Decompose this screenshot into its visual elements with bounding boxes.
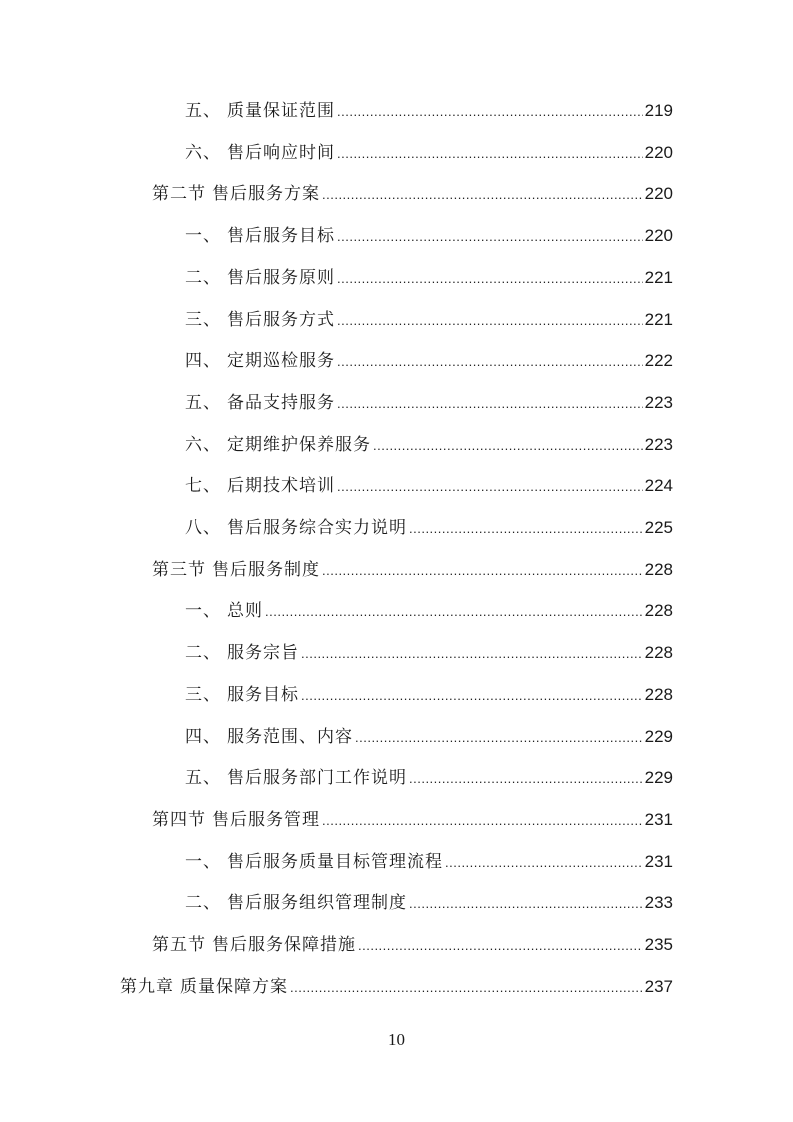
toc-entry-page: 229 xyxy=(644,726,673,746)
dot-leader xyxy=(337,390,643,418)
toc-entry[interactable] xyxy=(152,556,673,584)
dot-leader xyxy=(337,223,643,251)
toc-entry[interactable] xyxy=(185,264,673,292)
toc-entry[interactable] xyxy=(152,180,673,208)
toc-entry-text: 定期巡检服务 xyxy=(227,351,335,372)
toc-entry-title xyxy=(152,931,356,959)
toc-entry-page: 235 xyxy=(644,935,673,954)
toc-entry-text: 售后响应时间 xyxy=(227,142,335,163)
toc-entry-prefix: 四、 xyxy=(185,351,221,372)
toc-entry-page: 220 xyxy=(644,142,673,162)
toc-entry-title xyxy=(152,180,320,208)
toc-entry-text: 质量保证范围 xyxy=(227,101,335,121)
toc-entry-title xyxy=(185,222,335,250)
toc-entry-prefix: 二、 xyxy=(185,267,221,288)
toc-entry-title xyxy=(185,347,335,375)
toc-entry-text: 总则 xyxy=(227,601,263,622)
toc-entry-text: 售后服务保障措施 xyxy=(212,935,356,955)
toc-entry-text: 定期维护保养服务 xyxy=(227,434,371,455)
toc-entry-text: 售后服务组织管理制度 xyxy=(227,893,407,914)
toc-entry-title xyxy=(185,889,407,917)
toc-entry-text: 服务宗旨 xyxy=(227,643,299,664)
toc-entry-prefix: 第九章 xyxy=(120,976,174,997)
toc-entry[interactable] xyxy=(185,639,673,667)
toc-entry[interactable] xyxy=(185,681,673,709)
toc-entry-prefix: 四、 xyxy=(185,726,221,747)
dot-leader xyxy=(265,598,643,626)
dot-leader xyxy=(337,307,643,335)
toc-entry-title xyxy=(185,514,407,542)
toc-entry-prefix: 二、 xyxy=(185,893,221,914)
toc-entry-prefix: 第五节 xyxy=(152,935,206,955)
dot-leader xyxy=(373,432,643,460)
toc-entry[interactable] xyxy=(185,222,673,250)
toc-entry-title xyxy=(120,973,288,1001)
toc-entry[interactable] xyxy=(185,764,673,792)
toc-entry-prefix: 第三节 xyxy=(152,559,206,580)
toc-entry[interactable] xyxy=(185,306,673,334)
toc-entry-prefix: 一、 xyxy=(185,851,221,872)
toc-entry[interactable] xyxy=(185,97,673,125)
toc-entry-prefix: 八、 xyxy=(185,518,221,538)
dot-leader xyxy=(409,515,643,543)
toc-entry[interactable] xyxy=(185,597,673,625)
toc-entry-prefix: 三、 xyxy=(185,684,221,705)
toc-entry-title xyxy=(185,264,335,292)
toc-entry-page: 222 xyxy=(644,351,673,371)
toc-entry-title xyxy=(185,97,335,125)
toc-entry-text: 售后服务方式 xyxy=(227,309,335,330)
dot-leader xyxy=(337,98,643,126)
toc-entry-title xyxy=(152,806,320,834)
toc-entry-text: 售后服务管理 xyxy=(212,809,320,830)
toc-entry[interactable] xyxy=(120,973,673,1001)
dot-leader xyxy=(409,765,643,793)
toc-entry[interactable] xyxy=(185,389,673,417)
toc-entry-title xyxy=(185,848,443,876)
toc-entry-text: 售后服务方案 xyxy=(212,184,320,205)
toc-entry-prefix: 六、 xyxy=(185,142,221,163)
toc-entry-text: 服务目标 xyxy=(227,684,299,705)
dot-leader xyxy=(322,181,643,209)
toc-entry-page: 220 xyxy=(644,184,673,204)
toc-entry-page: 220 xyxy=(644,226,673,246)
dot-leader xyxy=(358,932,643,960)
toc-entry[interactable] xyxy=(185,514,673,542)
toc-entry-text: 服务范围、内容 xyxy=(227,726,353,747)
dot-leader xyxy=(322,807,643,835)
toc-entry[interactable] xyxy=(185,472,673,500)
toc-entry-page: 223 xyxy=(644,392,673,412)
toc-entry-text: 后期技术培训 xyxy=(227,476,335,497)
toc-entry-title xyxy=(185,681,299,709)
toc-entry-text: 售后服务部门工作说明 xyxy=(227,768,407,789)
toc-entry-prefix: 六、 xyxy=(185,434,221,455)
toc-entry-page: 223 xyxy=(644,434,673,454)
toc-entry-page: 221 xyxy=(644,309,673,329)
toc-entry-prefix: 二、 xyxy=(185,643,221,664)
toc-entry-page: 224 xyxy=(644,476,673,496)
toc-entry[interactable] xyxy=(185,347,673,375)
toc-entry-text: 售后服务质量目标管理流程 xyxy=(227,851,443,872)
toc-entry-prefix: 五、 xyxy=(185,392,221,413)
toc-entry-page: 228 xyxy=(644,559,673,579)
toc-entry-title xyxy=(185,306,335,334)
toc-entry-prefix: 第四节 xyxy=(152,809,206,830)
toc-entry-page: 228 xyxy=(644,601,673,621)
toc-entry-page: 219 xyxy=(644,101,673,120)
toc-entry[interactable] xyxy=(185,431,673,459)
toc-entry-page: 231 xyxy=(644,851,673,871)
toc-entry-title xyxy=(152,556,320,584)
toc-entry-prefix: 五、 xyxy=(185,101,221,121)
toc-entry-page: 228 xyxy=(644,643,673,663)
toc-entry-text: 售后服务综合实力说明 xyxy=(227,518,407,538)
toc-entry[interactable] xyxy=(185,723,673,751)
toc-entry-page: 225 xyxy=(644,518,673,537)
toc-entry-prefix: 一、 xyxy=(185,226,221,247)
toc-entry-page: 231 xyxy=(644,809,673,829)
toc-entry-page: 233 xyxy=(644,893,673,913)
toc-entry-prefix: 一、 xyxy=(185,601,221,622)
dot-leader xyxy=(355,724,643,752)
dot-leader xyxy=(337,348,643,376)
toc-entry-text: 售后服务目标 xyxy=(227,226,335,247)
dot-leader xyxy=(337,140,643,168)
dot-leader xyxy=(445,849,643,877)
dot-leader xyxy=(337,265,643,293)
toc-entry[interactable] xyxy=(152,806,673,834)
toc-entry-page: 229 xyxy=(644,768,673,788)
dot-leader xyxy=(301,682,643,710)
toc-entry[interactable] xyxy=(152,931,673,959)
toc-entry[interactable] xyxy=(185,889,673,917)
toc-entry-page: 228 xyxy=(644,684,673,704)
toc-entry-title xyxy=(185,431,371,459)
toc-entry-page: 237 xyxy=(644,976,673,996)
toc-entry-title xyxy=(185,639,299,667)
dot-leader xyxy=(301,640,643,668)
toc-entry-prefix: 五、 xyxy=(185,768,221,789)
dot-leader xyxy=(322,557,643,585)
page-number: 10 xyxy=(388,1030,405,1049)
dot-leader xyxy=(290,974,643,1002)
toc-entry-text: 售后服务原则 xyxy=(227,267,335,288)
toc-entry-title xyxy=(185,139,335,167)
toc-entry-page: 221 xyxy=(644,267,673,287)
toc-entry-title xyxy=(185,764,407,792)
dot-leader xyxy=(337,473,643,501)
toc-entry-prefix: 七、 xyxy=(185,476,221,497)
toc-entry-prefix: 三、 xyxy=(185,309,221,330)
toc-entry-text: 售后服务制度 xyxy=(212,559,320,580)
toc-entry-text: 质量保障方案 xyxy=(180,976,288,997)
toc-entry-prefix: 第二节 xyxy=(152,184,206,205)
toc-entry[interactable] xyxy=(185,848,673,876)
toc-entry-title xyxy=(185,723,353,751)
toc-entry-title xyxy=(185,389,335,417)
toc-entry[interactable] xyxy=(185,139,673,167)
toc-entry-title xyxy=(185,472,335,500)
toc-entry-title xyxy=(185,597,263,625)
dot-leader xyxy=(409,890,643,918)
toc-entry-text: 备品支持服务 xyxy=(227,392,335,413)
